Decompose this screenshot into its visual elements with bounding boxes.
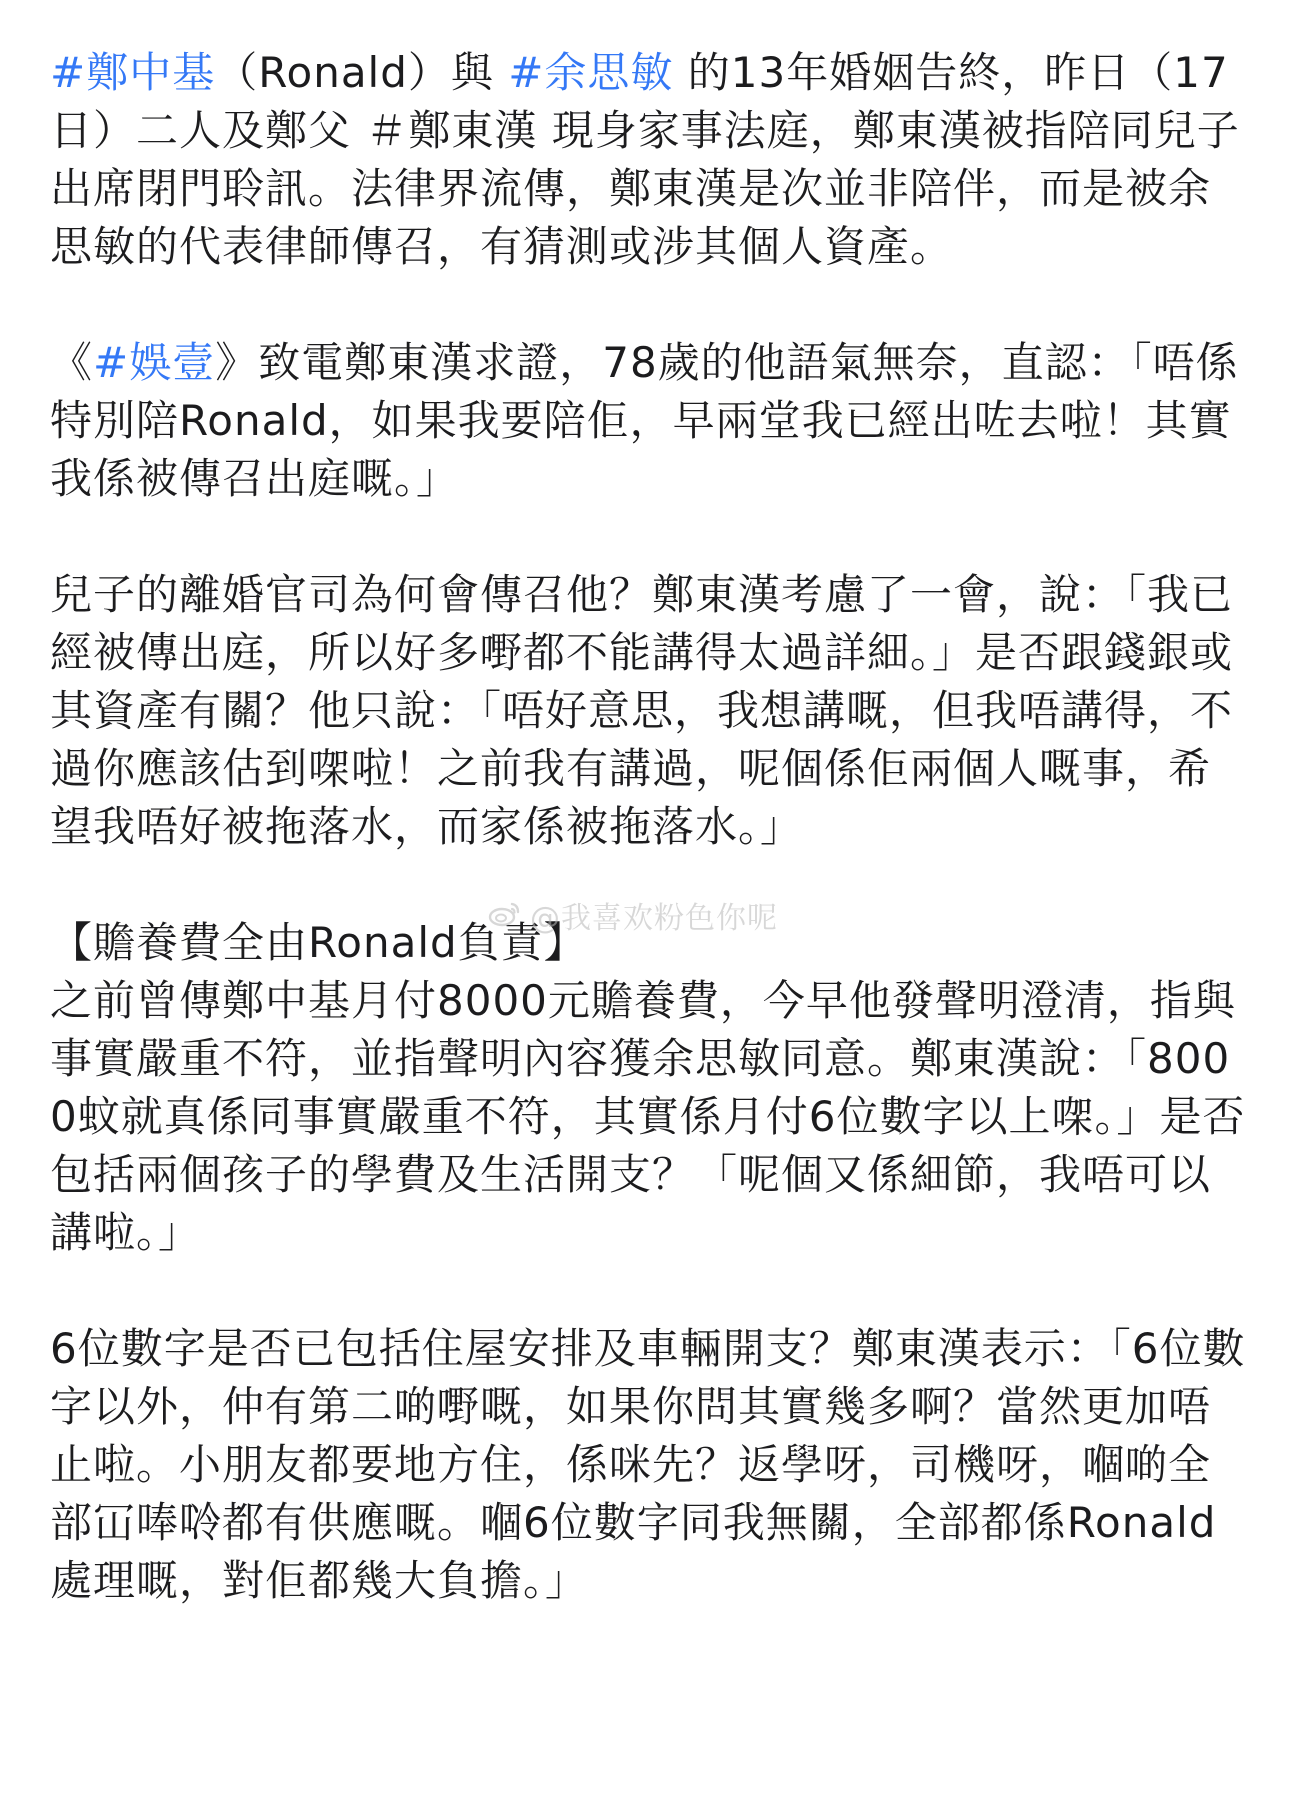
paragraph-1 xyxy=(50,44,1250,276)
paragraph-text: 《 xyxy=(50,338,94,387)
paragraph-text: 的13年婚姻告終，昨日（17日）二人及鄭父 ＃鄭東漢 現身家事法庭，鄭東漢被指陪同兒子出席閉門聆訊。法律界流傳，鄭東漢是次並非陪伴，而是被余思敏的代表律師傳召，有猜測或涉其個人資產。 xyxy=(50,48,1240,271)
hashtag-link[interactable]: #娛壹 xyxy=(93,338,216,387)
paragraph-4: 之前曾傳鄭中基月付8000元贍養費，今早他發聲明澄清，指與事實嚴重不符，並指聲明內容獲余思敏同意。鄭東漢說：「8000蚊就真係同事實嚴重不符，其實係月付6位數字以上㗎。」是否包括兩個孩子的學費及生活開支？「呢個又係細節，我唔可以講啦。」 xyxy=(50,976,1246,1257)
paragraph-5: 6位數字是否已包括住屋安排及車輛開支？鄭東漢表示：「6位數字以外，仲有第二啲嘢嘅，如果你問其實幾多啊？當然更加唔止啦。小朋友都要地方住，係咪先？返學呀，司機呀，嗰啲全部冚唪唥都有供應嘅。嗰6位數字同我無關，全部都係Ronald處理嘅，對佢都幾大負擔。」 xyxy=(50,1324,1246,1605)
paragraph-3: 兒子的離婚官司為何會傳召他？鄭東漢考慮了一會，說：「我已經被傳出庭，所以好多嘢都不能講得太過詳細。」是否跟錢銀或其資產有關？他只說：「唔好意思，我想講嘅，但我唔講得，不過你應該估到㗎啦！之前我有講過，呢個係佢兩個人嘅事，希望我唔好被拖落水，而家係被拖落水。」 xyxy=(50,570,1234,851)
paragraph-text: （Ronald）與 xyxy=(215,48,509,97)
paragraph-2 xyxy=(50,334,1250,508)
hashtag-link[interactable]: #余思敏 xyxy=(508,48,674,97)
paragraph-text: 》致電鄭東漢求證，78歲的他語氣無奈，直認：「唔係特別陪Ronald，如果我要陪佢，早兩堂我已經出咗去啦！其實我係被傳召出庭嘅。」 xyxy=(50,338,1239,503)
article-body xyxy=(50,44,1250,1610)
hashtag-link[interactable]: #鄭中基 xyxy=(50,48,216,97)
watermark-text: @我喜欢粉色你呢 xyxy=(530,901,778,936)
section-subheading: 【贍養費全由Ronald負責】 xyxy=(50,918,587,967)
